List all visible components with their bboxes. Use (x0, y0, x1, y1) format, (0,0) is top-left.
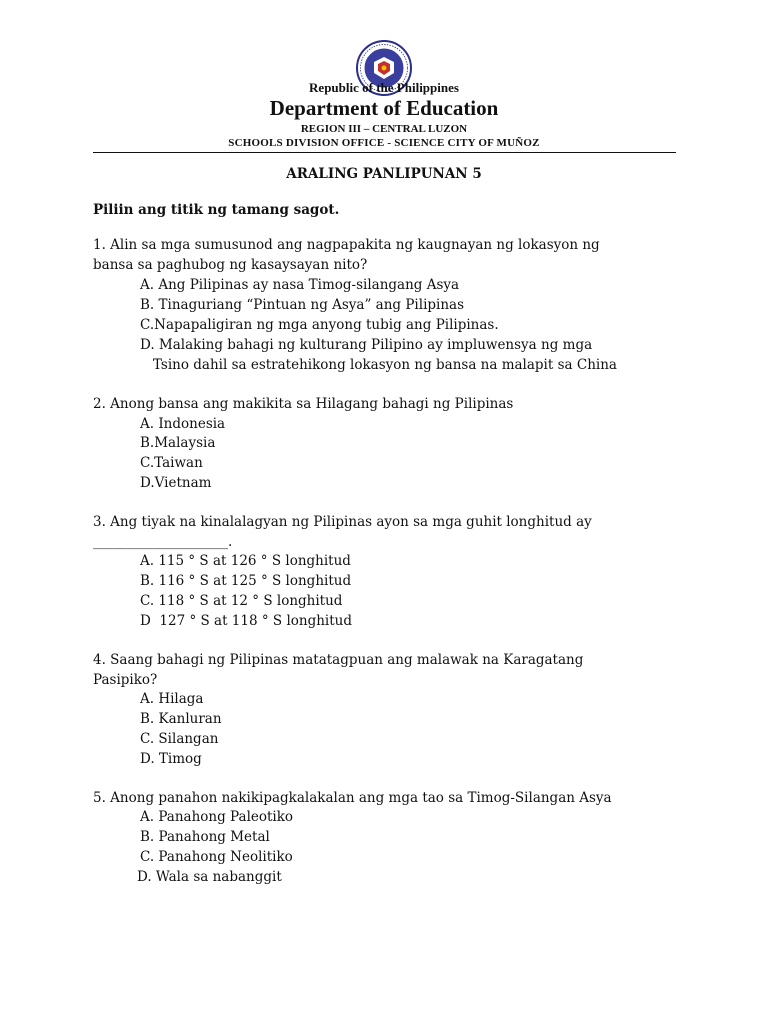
question-2-option-a: A. Indonesia (140, 416, 226, 432)
region-label: REGION III – CENTRAL LUZON (300, 123, 468, 135)
question-1-option-b: B. Tinaguriang “Pintuan ng Asya” ang Pilipinas (140, 297, 465, 313)
question-1-option-d: D. Malaking bahagi ng kulturang Pilipino ay impluwensya ng mga (140, 337, 593, 353)
question-3-option-d: D 127 ° S at 118 ° S longhitud (140, 613, 353, 629)
republic-label: Republic of the Philippines (309, 80, 459, 95)
question-5-line-1: 5. Anong panahon nakikipagkalakalan ang mga tao sa Timog-Silangan Asya (93, 790, 612, 806)
question-1-option-c: C.Napapaligiran ng mga anyong tubig ang Pilipinas. (140, 317, 499, 333)
question-3-option-b: B. 116 ° S at 125 ° S longhitud (140, 573, 352, 589)
subject-title: ARALING PANLIPUNAN 5 (286, 166, 482, 182)
question-2-option-b: B.Malaysia (140, 435, 216, 451)
instruction: Piliin ang titik ng tamang sagot. (93, 202, 340, 218)
question-1-option-d-cont: Tsino dahil sa estratehikong lokasyon ng bansa na malapit sa China (140, 357, 617, 373)
question-3-line-1: 3. Ang tiyak na kinalalagyan ng Pilipinas ayon sa mga guhit longhitud ay (93, 514, 592, 530)
division-label: SCHOOLS DIVISION OFFICE - SCIENCE CITY OF MUÑOZ (228, 137, 540, 149)
header-divider (93, 152, 676, 153)
question-1-option-a: A. Ang Pilipinas ay nasa Timog-silangang Asya (140, 277, 460, 293)
question-2-line-1: 2. Anong bansa ang makikita sa Hilagang bahagi ng Pilipinas (93, 396, 514, 412)
question-5-option-b: B. Panahong Metal (140, 829, 270, 845)
question-4-option-a: A. Hilaga (140, 691, 204, 707)
department-title: Department of Education (269, 96, 499, 120)
question-4-line-2: Pasipiko? (93, 672, 158, 688)
question-4-option-c: C. Silangan (140, 731, 219, 747)
question-3-option-c: C. 118 ° S at 12 ° S longhitud (140, 593, 343, 609)
question-1-line-2: bansa sa paghubog ng kasaysayan nito? (93, 257, 368, 273)
question-5-option-a: A. Panahong Paleotiko (140, 809, 294, 825)
question-5-option-c: C. Panahong Neolitiko (140, 849, 293, 865)
question-4-line-1: 4. Saang bahagi ng Pilipinas matatagpuan ang malawak na Karagatang (93, 652, 584, 668)
question-4-option-b: B. Kanluran (140, 711, 222, 727)
question-3-option-a: A. 115 ° S at 126 ° S longhitud (140, 553, 351, 569)
question-5-option-d: D. Wala sa nabanggit (137, 869, 282, 885)
question-2-option-c: C.Taiwan (140, 455, 203, 471)
question-4-option-d: D. Timog (140, 751, 202, 767)
question-1-line-1: 1. Alin sa mga sumusunod ang nagpapakita ng kaugnayan ng lokasyon ng (93, 237, 600, 253)
question-2-option-d: D.Vietnam (140, 475, 212, 491)
question-3-blank: ____________________. (93, 534, 233, 550)
